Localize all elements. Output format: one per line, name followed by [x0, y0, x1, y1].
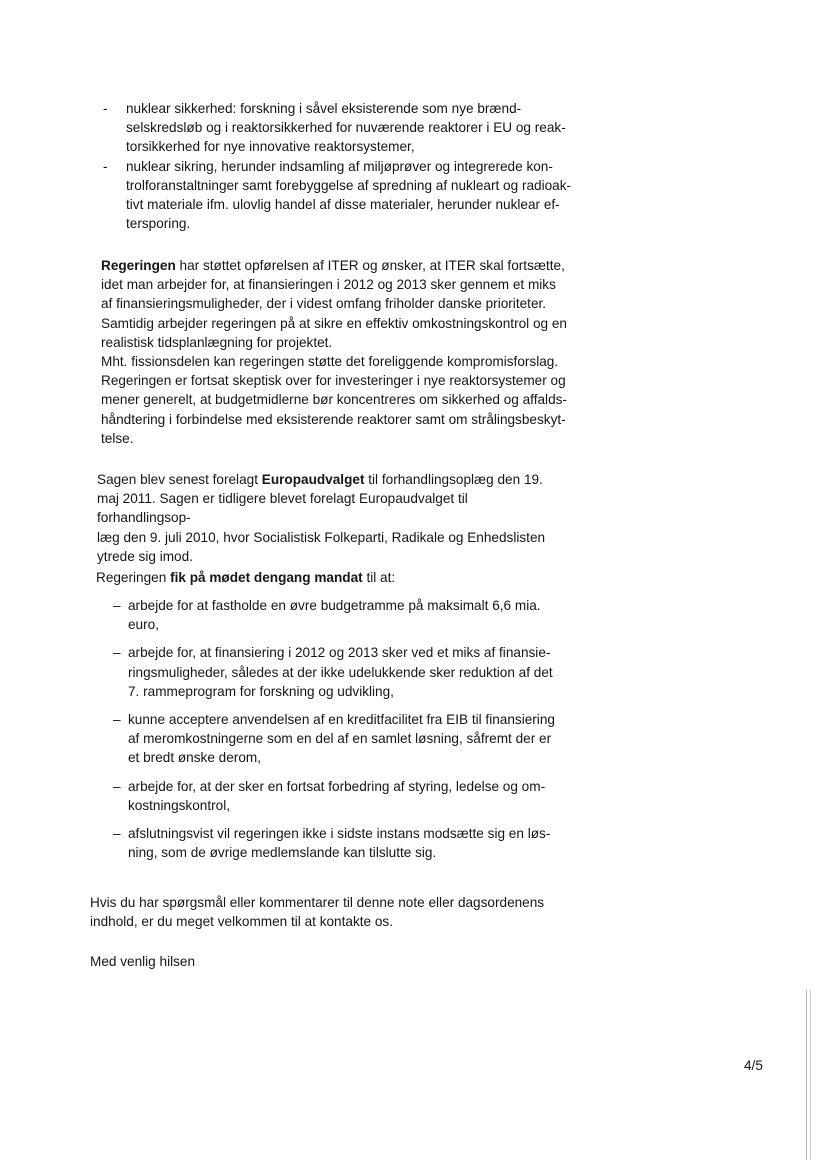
text-line: 7. rammeprogram for forskning og udvikling,: [128, 683, 394, 699]
text-line: kunne acceptere anvendelsen af en kreditfacilitet fra EIB til finansiering: [128, 712, 555, 728]
bold-term: fik på mødet dengang mandat: [170, 570, 363, 585]
closing-text: Med venlig hilsen: [90, 954, 196, 969]
list-item: [0, 643, 825, 701]
contact-paragraph: [0, 893, 825, 931]
text-line: Hvis du har spørgsmål eller kommentarer til denne note eller dagsordenens: [90, 895, 545, 910]
list-item: [0, 824, 825, 862]
list-item: [0, 99, 825, 157]
mandate-intro: [0, 568, 825, 587]
text-line: Sagen blev senest forelagt: [97, 472, 262, 487]
scan-edge-line: [806, 990, 807, 1160]
text-line: idet man arbejder for, at finansieringen i 2012 og 2013 sker gennem et miks: [101, 277, 556, 293]
list-dash: –: [113, 826, 121, 842]
list-dash: –: [113, 645, 121, 661]
case-history-paragraph: [0, 470, 825, 566]
text-line: læg den 9. juli 2010, hvor Socialistisk Folkeparti, Radikale og Enhedslisten: [97, 529, 546, 545]
text-line: af finansieringsmuligheder, der i videst omfang friholder danske prioriteter.: [101, 296, 547, 312]
list-item: [0, 157, 825, 234]
government-position-paragraph: [0, 256, 825, 448]
text-line: tersporing.: [126, 216, 191, 232]
text-line: Samtidig arbejder regeringen på at sikre en effektiv omkostningskontrol og en: [101, 315, 567, 331]
text-line: arbejde for at fastholde en øvre budgetramme på maksimalt 6,6 mia.: [128, 598, 541, 613]
text-line: torsikkerhed for nye innovative reaktorsystemer,: [126, 139, 415, 155]
scan-edge-line: [810, 990, 811, 1160]
text-line: arbejde for, at finansiering i 2012 og 2013 sker ved et miks af finansie-: [128, 645, 551, 661]
text-line: selskredsløb og i reaktorsikkerhed for nuværende reaktorer i EU og reak-: [126, 120, 566, 136]
text-line: ytrede sig imod.: [97, 548, 193, 564]
list-item-text: [128, 643, 566, 701]
text-line: til forhandlingsoplæg den 19.: [364, 472, 543, 487]
text-line: indhold, er du meget velkommen til at kontakte os.: [90, 914, 393, 930]
list-item-text: [128, 710, 566, 768]
text-line: maj 2011. Sagen er tidligere blevet forelagt Europaudvalget til forhandlingsop-: [97, 491, 468, 526]
page-number: 4/5: [744, 1058, 763, 1073]
list-item-text: [126, 157, 586, 234]
list-item-text: [128, 824, 566, 862]
text-line: mener generelt, at budgetmidlerne bør koncentreres om sikkerhed og affalds-: [101, 392, 567, 408]
list-dash: -: [103, 158, 108, 174]
text-line: telse.: [101, 430, 134, 446]
text-line: til at:: [362, 570, 396, 585]
text-line: ringsmuligheder, således at der ikke udelukkende sker reduktion af det: [128, 664, 553, 680]
research-topics-list: [0, 99, 825, 233]
list-item: [0, 710, 825, 768]
text-line: Regeringen er fortsat skeptisk over for investeringer i nye reaktorsystemer og: [101, 373, 566, 389]
text-line: kostningskontrol,: [128, 797, 231, 813]
text-line: afslutningsvist vil regeringen ikke i sidste instans modsætte sig en løs-: [128, 826, 551, 842]
text-line: nuklear sikring, herunder indsamling af miljøprøver og integrerede kon-: [126, 158, 553, 174]
closing-greeting: [0, 952, 825, 971]
text-line: Mht. fissionsdelen kan regeringen støtte det foreliggende kompromisforslag.: [101, 354, 559, 370]
text-line: af meromkostningerne som en del af en samlet løsning, såfremt der er: [128, 731, 552, 747]
text-line: håndtering i forbindelse med eksisterende reaktorer samt om strålingsbeskyt-: [101, 411, 566, 427]
list-item-text: [126, 99, 586, 157]
text-line: nuklear sikkerhed: forskning i såvel eksisterende som nye brænd-: [126, 101, 522, 116]
bold-lead: Regeringen: [101, 258, 176, 273]
bold-term: Europaudvalget: [261, 472, 365, 487]
list-dash: –: [113, 712, 121, 728]
text-line: tivt materiale ifm. ulovlig handel af disse materialer, herunder nuklear ef-: [126, 197, 560, 213]
text-line: ning, som de øvrige medlemslande kan tilslutte sig.: [128, 845, 437, 861]
mandate-list: [0, 596, 825, 871]
list-dash: -: [103, 101, 108, 116]
list-item-text: [128, 777, 566, 815]
text-line: et bredt ønske derom,: [128, 750, 261, 766]
text-line: har støttet opførelsen af ITER og ønsker, at ITER skal fortsætte,: [175, 258, 565, 273]
text-line: Regeringen: [96, 570, 171, 585]
text-line: trolforanstaltninger samt forebyggelse af spredning af nukleart og radioak-: [126, 177, 572, 193]
list-item: [0, 596, 825, 634]
text-line: arbejde for, at der sker en fortsat forbedring af styring, ledelse og om-: [128, 778, 546, 794]
text-line: realistisk tidsplanlægning for projektet.: [101, 334, 333, 350]
text-line: euro,: [128, 617, 159, 633]
list-dash: –: [113, 598, 121, 613]
list-dash: –: [113, 778, 121, 794]
list-item-text: [128, 596, 566, 634]
list-item: [0, 777, 825, 815]
